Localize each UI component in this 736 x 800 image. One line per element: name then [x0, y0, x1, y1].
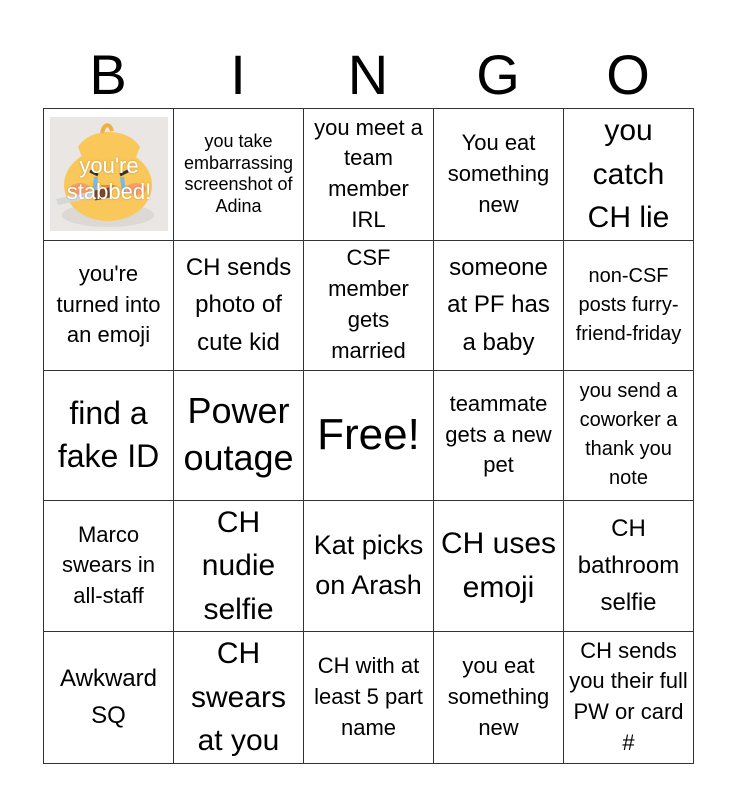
board-row-1 [44, 109, 694, 241]
bingo-cell-r4c1[interactable]: Marco swears in all-staff [44, 500, 174, 632]
bingo-cell-r5c3[interactable]: CH with at least 5 part name [304, 632, 434, 764]
free-space-cell[interactable]: Free! [304, 370, 434, 500]
crying-chick-with-knife-icon [50, 117, 168, 231]
bingo-cell-r4c2[interactable]: CH nudie selfie [174, 500, 304, 632]
bingo-cell-r1c2[interactable]: you take embarrassing screenshot of Adina [174, 109, 304, 241]
header-letter-n: N [347, 43, 389, 106]
bingo-cell-r3c5[interactable]: you send a coworker a thank you note [564, 370, 694, 500]
bingo-cell-r3c1[interactable]: find a fake ID [44, 370, 174, 500]
board-row-3 [44, 370, 694, 500]
bingo-cell-r1c4[interactable]: You eat something new [434, 109, 564, 241]
board-row-2 [44, 240, 694, 370]
bingo-cell-r2c3[interactable]: CSF member gets married [304, 240, 434, 370]
bingo-cell-r2c4[interactable]: someone at PF has a baby [434, 240, 564, 370]
bingo-cell-r4c3[interactable]: Kat picks on Arash [304, 500, 434, 632]
bingo-cell-r5c1[interactable]: Awkward SQ [44, 632, 174, 764]
bingo-cell-r1c5[interactable]: you catch CH lie [564, 109, 694, 241]
bingo-cell-r1c1[interactable] [44, 109, 174, 241]
bingo-cell-r2c1[interactable]: you're turned into an emoji [44, 240, 174, 370]
header-letter-i: I [230, 43, 246, 106]
bingo-cell-r3c4[interactable]: teammate gets a new pet [434, 370, 564, 500]
bingo-cell-r4c5[interactable]: CH bathroom selfie [564, 500, 694, 632]
bingo-board [43, 108, 694, 764]
bingo-cell-r5c4[interactable]: you eat something new [434, 632, 564, 764]
bingo-cell-r2c5[interactable]: non-CSF posts furry-friend-friday [564, 240, 694, 370]
bingo-header [43, 40, 693, 110]
cell-text: you're stabbed! [66, 153, 152, 205]
bingo-cell-r1c3[interactable]: you meet a team member IRL [304, 109, 434, 241]
header-letter-o: O [606, 43, 650, 106]
bingo-cell-r5c5[interactable]: CH sends you their full PW or card # [564, 632, 694, 764]
bingo-cell-r5c2[interactable]: CH swears at you [174, 632, 304, 764]
header-letter-b: B [89, 43, 127, 106]
bingo-cell-r2c2[interactable]: CH sends photo of cute kid [174, 240, 304, 370]
board-row-4 [44, 500, 694, 632]
header-letter-g: G [476, 43, 520, 106]
bingo-cell-r4c4[interactable]: CH uses emoji [434, 500, 564, 632]
board-row-5 [44, 632, 694, 764]
bingo-cell-r3c2[interactable]: Power outage [174, 370, 304, 500]
